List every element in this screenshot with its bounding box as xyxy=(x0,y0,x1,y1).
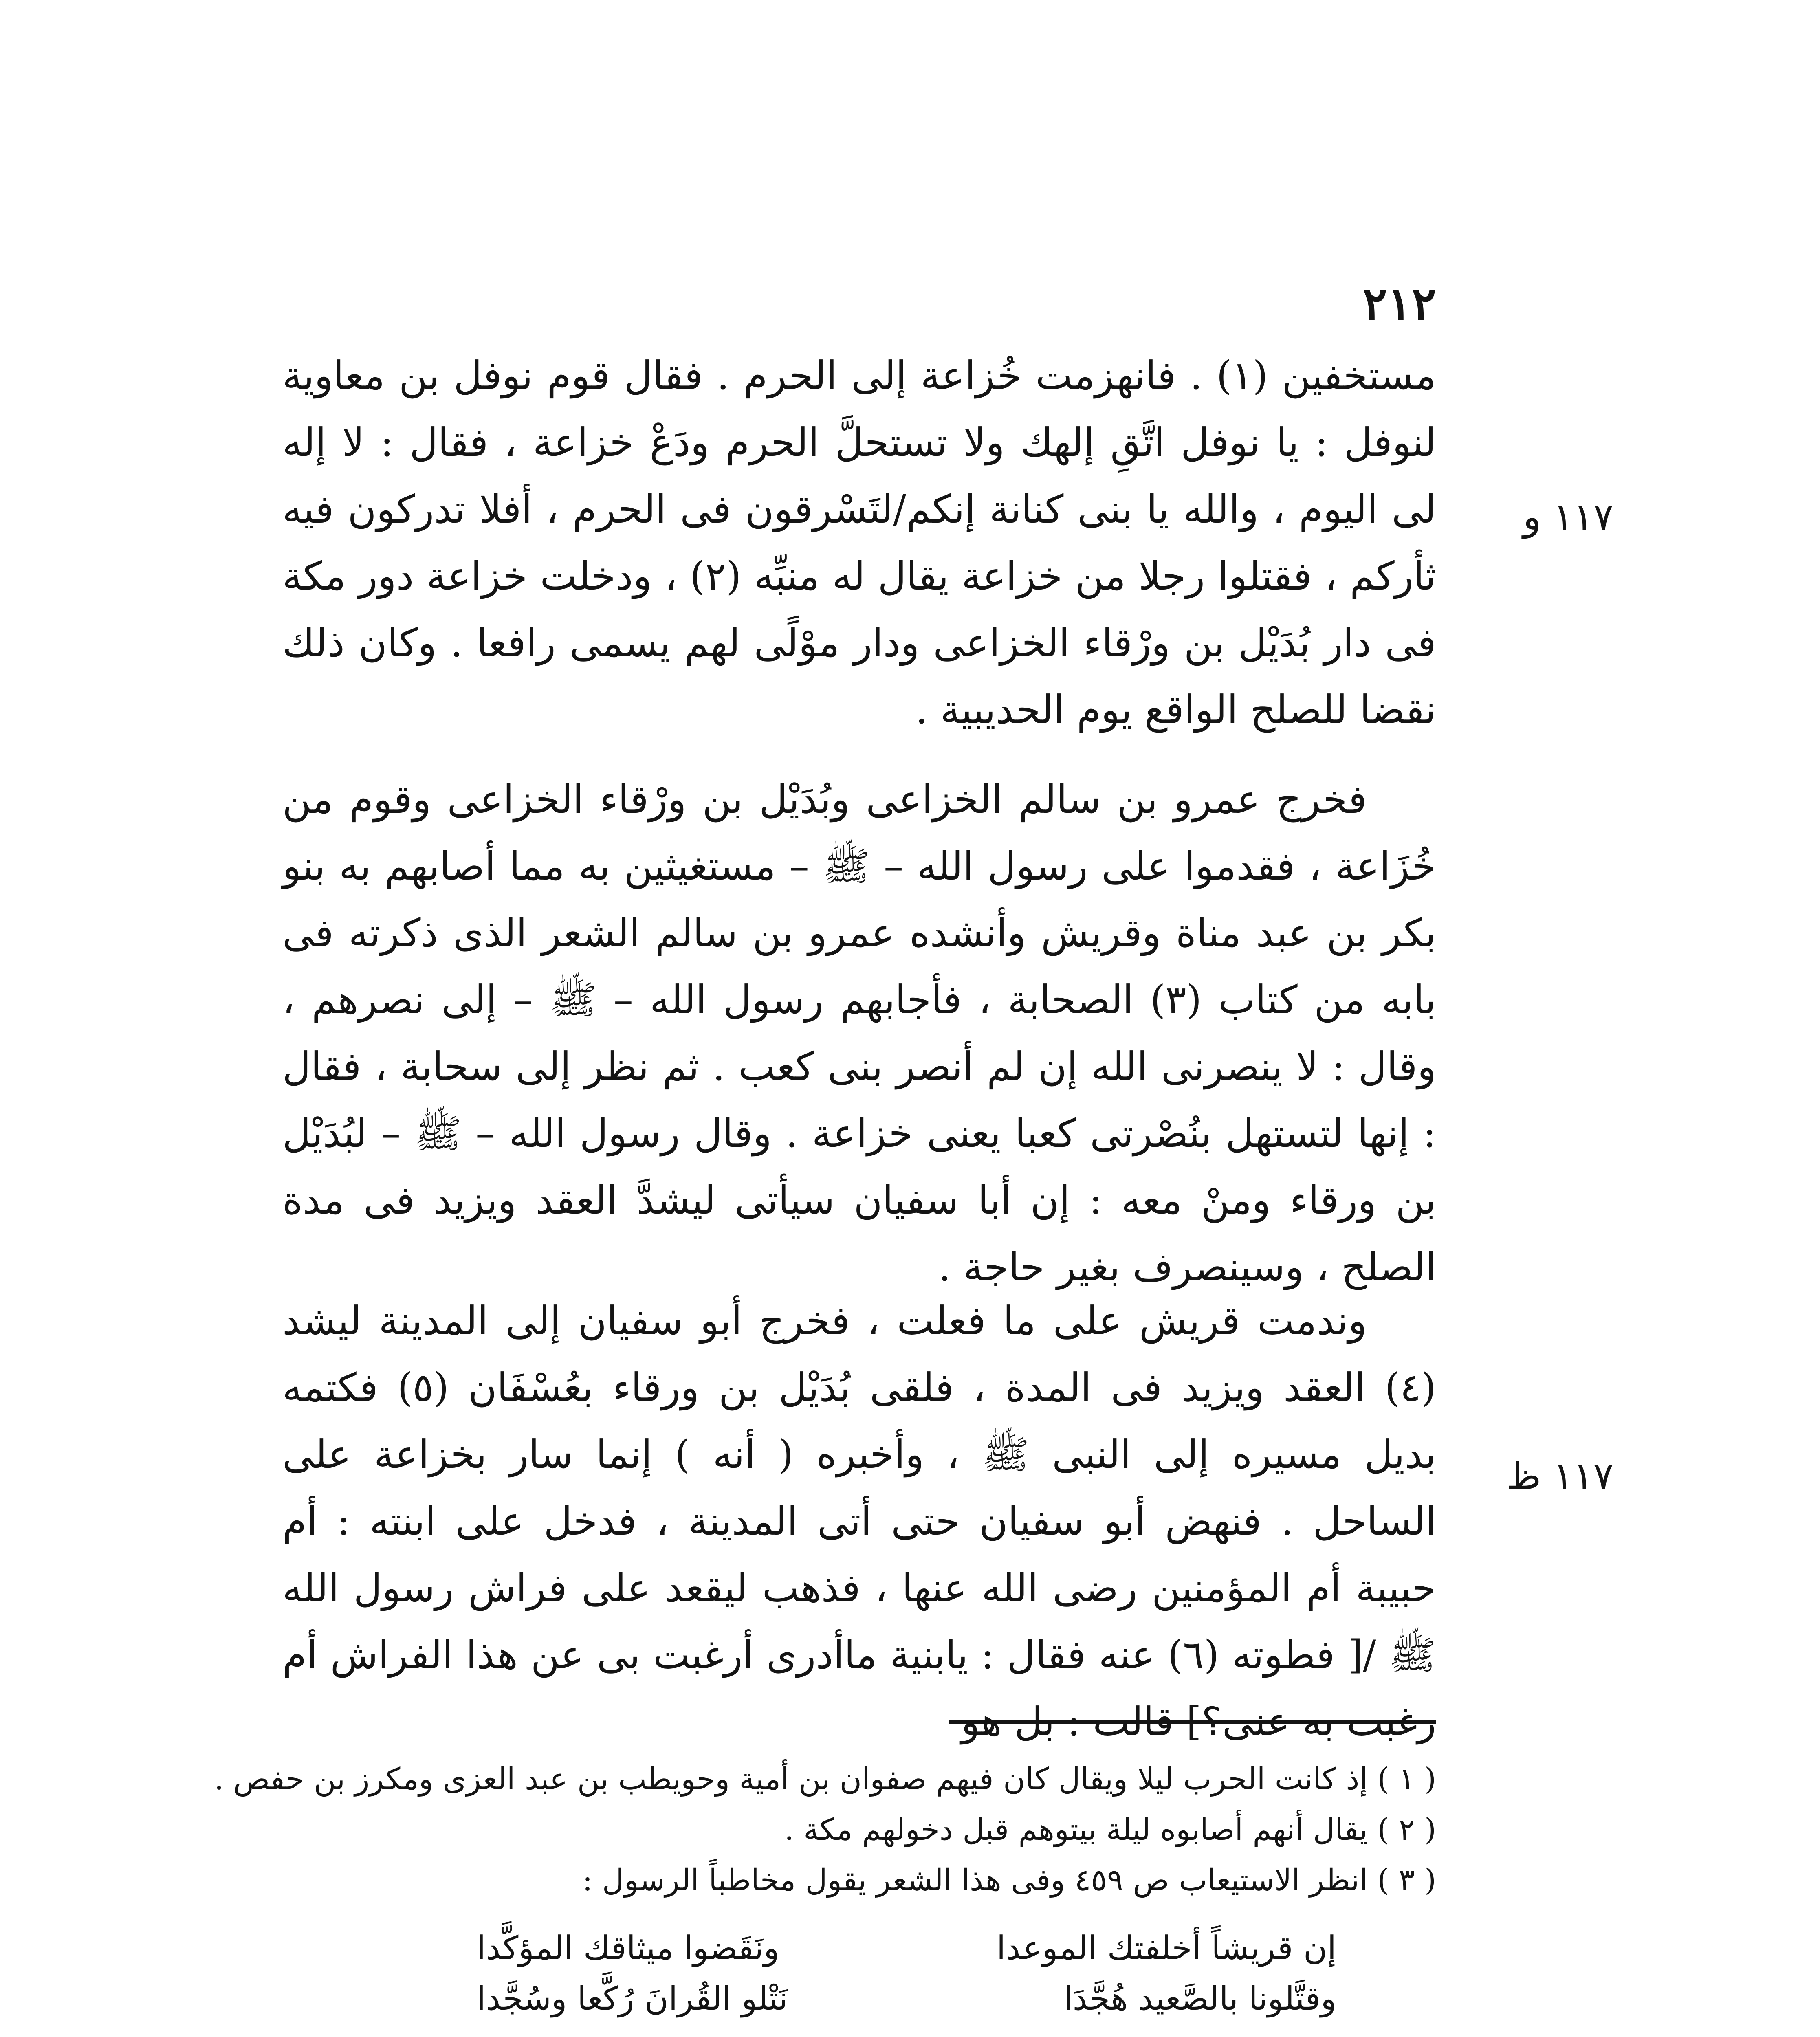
footnote-1: ( ١ ) إذ كانت الحرب ليلا ويقال كان فيهم صفوان بن أمية وحويطب بن عبد العزى ومكرز بن حفص . xyxy=(214,1762,1436,1797)
verse-2-second-hemistich: نَتْلو القُرانَ رُكَّعا وسُجَّدا xyxy=(477,1980,788,2017)
footnotes-top xyxy=(214,1754,1436,1905)
margin-folio-note-recto: ١١٧ و xyxy=(1523,495,1613,539)
page-number: ٢١٢ xyxy=(1362,277,1436,330)
verse-1-first-hemistich: إن قريشاً أخلفتك الموعدا xyxy=(997,1929,1336,1967)
verse-2-first-hemistich: وقتَّلونا بالصَّعيد هُجَّدَا xyxy=(1063,1980,1336,2017)
paragraph-text: وندمت قريش على ما فعلت ، فخرج أبو سفيان إلى المدينة ليشد (٤) العقد ويزيد فى المدة ، فلقى بُدَيْل بن ورقاء بعُسْفَان (٥) فكتمه بديل مسيره إلى النبى ﷺ ، وأخبره ( أنه ) إنما سار بخزاعة على الساحل . فنهض أبو سفيان حتى أتى المدينة ، فدخل على ابنته : أم حبيبة أم المؤمنين رضى الله عنها ، فذهب ليقعد على فراش رسول الله ﷺ /[ فطوته (٦) عنه فقال : يابنية ماأدرى أرغبت بى عن هذا الفراش أم رغبت به عنى؟] قالت : بل هو xyxy=(282,1298,1437,1744)
footnote-3: ( ٣ ) انظر الاستيعاب ص ٤٥٩ وفى هذا الشعر يقول مخاطباً الرسول : xyxy=(582,1863,1436,1898)
verse-1-second-hemistich: ونَقَضوا ميثاقك المؤكَّدا xyxy=(477,1929,779,1967)
paragraph-text: مستخفين (١) . فانهزمت خُزاعة إلى الحرم . فقال قوم نوفل بن معاوية لنوفل : يا نوفل اتَّقِ إلهك ولا تستحلَّ الحرم ودَعْ خزاعة ، فقال : لا إله لى اليوم ، والله يا بنى كنانة إنكم/لتَسْرقون فى الحرم ، أفلا تدركون فيه ثأركم ، فقتلوا رجلا من خزاعة يقال له منبِّه (٢) ، ودخلت خزاعة دور مكة فى دار بُدَيْل بن ورْقاء الخزاعى ودار موْلًى لهم يسمى رافعا . وكان ذلك نقضا للصلح الواقع يوم الحديبية . xyxy=(282,353,1437,733)
body-paragraph-1 xyxy=(282,342,1436,743)
paragraph-text: فخرج عمرو بن سالم الخزاعى وبُدَيْل بن ورْقاء الخزاعى وقوم من خُزَاعة ، فقدموا على رسول الله – ﷺ – مستغيثين به مما أصابهم به بنو بكر بن عبد مناة وقريش وأنشده عمرو بن سالم الشعر الذى ذكرته فى بابه من كتاب (٣) الصحابة ، فأجابهم رسول الله – ﷺ – إلى نصرهم ، وقال : لا ينصرنى الله إن لم أنصر بنى كعب . ثم نظر إلى سحابة ، فقال : إنها لتستهل بنُصْرتى كعبا يعنى خزاعة . وقال رسول الله – ﷺ – لبُدَيْل بن ورقاء ومنْ معه : إن أبا سفيان سيأتى ليشدَّ العقد ويزيد فى مدة الصلح ، وسينصرف بغير حاجة . xyxy=(282,777,1437,1290)
footnote-separator xyxy=(949,1720,1436,1724)
body-paragraph-3 xyxy=(282,1287,1436,1755)
margin-folio-note-verso: ١١٧ ظ xyxy=(1506,1454,1613,1498)
footnote-2: ( ٢ ) يقال أنهم أصابوه ليلة بيتوهم قبل دخولهم مكة . xyxy=(784,1812,1436,1847)
body-paragraph-2 xyxy=(282,766,1436,1300)
verse-line-2 xyxy=(477,1973,1336,2024)
verse-line-1 xyxy=(477,1923,1336,1973)
poem-verse xyxy=(477,1923,1336,2024)
